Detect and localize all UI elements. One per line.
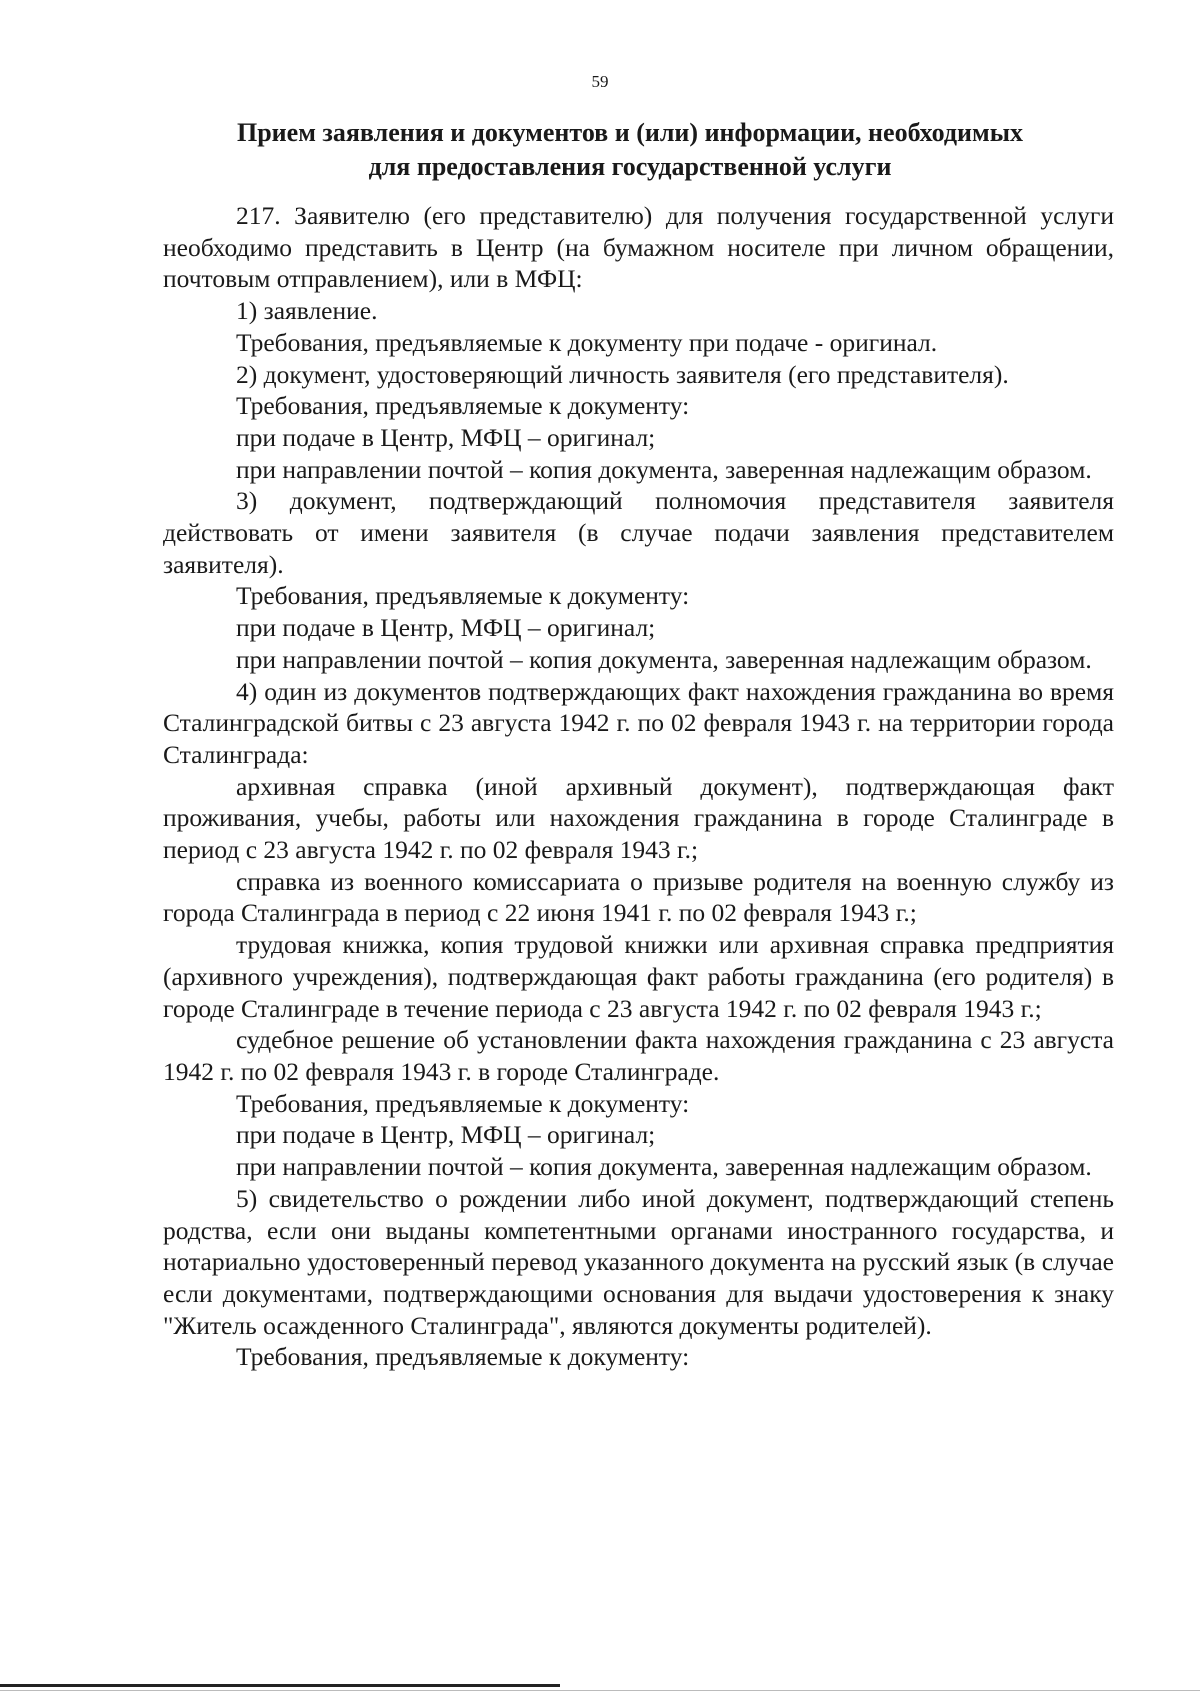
paragraph-item-2: 2) документ, удостоверяющий личность заявителя (его представителя).: [236, 359, 1009, 389]
heading-line-1: Прием заявления и документов и (или) информации, необходимых: [236, 118, 1023, 147]
paragraph-submit-mail: при направлении почтой – копия документа, заверенная надлежащим образом.: [236, 454, 1092, 484]
heading-line-2: для предоставления государственной услуги: [368, 152, 892, 181]
paragraph-submit-mail: при направлении почтой – копия документа, заверенная надлежащим образом.: [236, 644, 1092, 674]
paragraph-submit-mail: при направлении почтой – копия документа, заверенная надлежащим образом.: [236, 1152, 1092, 1182]
section-heading: [150, 116, 1110, 184]
paragraph-requirements: Требования, предъявляемые к документу:: [236, 1088, 690, 1118]
paragraph-item-4: 4) один из документов подтверждающих факт нахождения гражданина во время Сталинградской битвы с 23 августа 1942 г. по 02 февраля 1943 г. на территории города Сталинграда:: [163, 676, 1114, 769]
paragraph-submit-center: при подаче в Центр, МФЦ – оригинал;: [236, 613, 656, 643]
paragraph-item-1: 1) заявление.: [236, 296, 378, 326]
paragraph-military-certificate: справка из военного комиссариата о призыве родителя на военную службу из города Сталинграда в период с 22 июня 1941 г. по 02 февраля 1943 г.;: [163, 866, 1114, 928]
paragraph-requirements: Требования, предъявляемые к документу:: [236, 391, 690, 421]
paragraph-employment-record: трудовая книжка, копия трудовой книжки или архивная справка предприятия (архивного учреждения), подтверждающая факт работы гражданина (его родителя) в городе Сталинграде в течение периода с 23 августа 1942 г. по 02 февраля 1943 г.;: [163, 930, 1114, 1023]
paragraph-requirements: Требования, предъявляемые к документу:: [236, 581, 690, 611]
document-body: [163, 200, 1114, 1373]
scan-edge-line: [0, 1684, 560, 1687]
page-number: 59: [591, 72, 609, 91]
paragraph-archive-certificate: архивная справка (иной архивный документ), подтверждающая факт проживания, учебы, работы или нахождения гражданина в городе Сталинграде в период с 23 августа 1942 г. по 02 февраля 1943 г.;: [163, 771, 1114, 865]
paragraph-court-decision: судебное решение об установлении факта нахождения гражданина с 23 августа 1942 г. по 02 февраля 1943 г. в городе Сталинграде.: [163, 1025, 1114, 1086]
paragraph-requirements: Требования, предъявляемые к документу при подаче - оригинал.: [236, 327, 938, 357]
paragraph-217: 217. Заявителю (его представителю) для получения государственной услуги необходимо представить в Центр (на бумажном носителе при личном обращении, почтовым отправлением), или в МФЦ:: [163, 201, 1114, 294]
paragraph-submit-center: при подаче в Центр, МФЦ – оригинал;: [236, 1120, 656, 1150]
paragraph-item-3: 3) документ, подтверждающий полномочия представителя заявителя действовать от имени заявителя (в случае подачи заявления представителем заявителя).: [163, 486, 1114, 579]
paragraph-item-5: 5) свидетельство о рождении либо иной документ, подтверждающий степень родства, если они выданы компетентными органами иностранного государства, и нотариально удостоверенный перевод указанного документа на русский язык (в случае если документами, подтверждающими основания для выдачи удостоверения к знаку "Житель осажденного Сталинграда", являются документы родителей).: [163, 1183, 1114, 1340]
paragraph-requirements: Требования, предъявляемые к документу:: [236, 1342, 690, 1372]
paragraph-submit-center: при подаче в Центр, МФЦ – оригинал;: [236, 422, 656, 452]
scan-edge-line-thin: [0, 1690, 1200, 1691]
